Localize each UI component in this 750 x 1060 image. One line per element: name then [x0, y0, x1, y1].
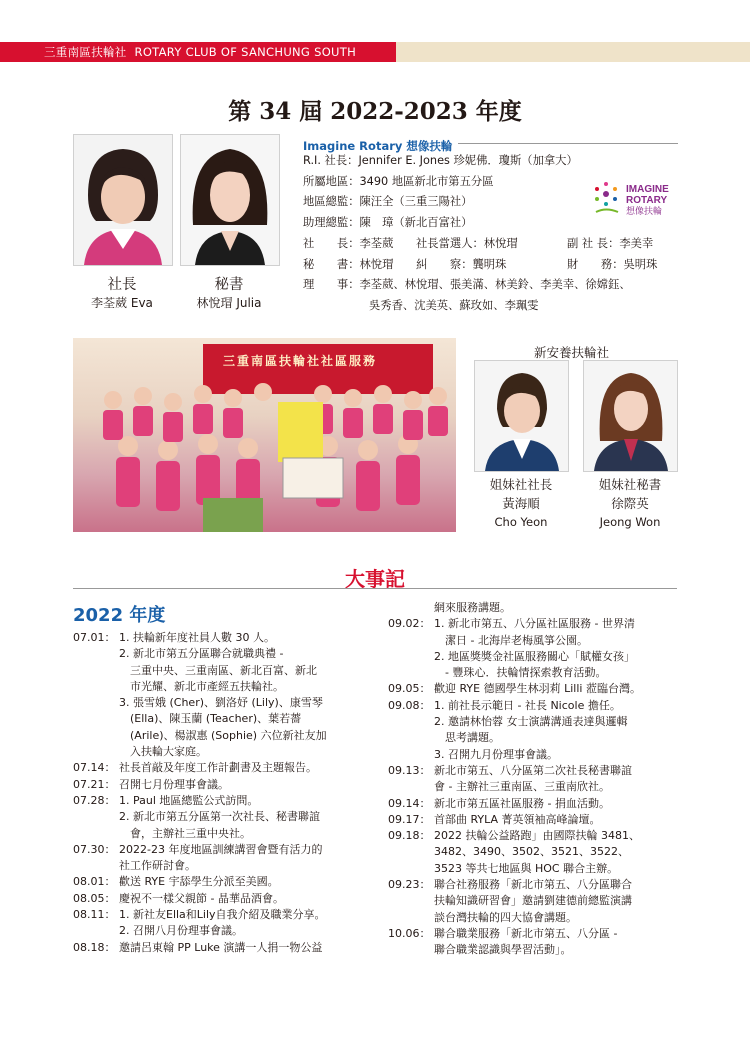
event-line: 慶祝不一樣父親節 - 晶華品酒會。	[119, 891, 284, 905]
event-line: 新北市第五、八分區第二次社長秘書聯誼	[434, 763, 632, 777]
event-date: 07.01：	[73, 631, 116, 644]
event-date: 09.13：	[388, 763, 431, 777]
events-right-column	[388, 600, 688, 959]
event-date: 07.28：	[73, 793, 116, 807]
role-secretary: 秘 書：林悅瑁	[303, 257, 394, 271]
event-line: 歡迎 RYE 德國學生林羽莉 Lilli 蒞臨台灣。	[434, 682, 641, 696]
event-item	[73, 907, 373, 940]
group-photo	[73, 338, 456, 532]
header-club-name	[44, 44, 356, 60]
event-text	[434, 763, 688, 796]
event-line: 3. 召開九月份理事會議。	[434, 747, 558, 761]
header-club-zh: 三重南區扶輪社	[44, 45, 127, 59]
event-date: 08.18：	[73, 940, 116, 954]
event-text	[434, 828, 688, 877]
event-line: (Arile)、楊淑惠 (Sophie) 六位新社友加	[119, 728, 327, 742]
event-line: 社工作研討會。	[119, 859, 196, 873]
event-item	[73, 777, 373, 793]
event-text	[119, 874, 373, 890]
event-line: 社長首敲及年度工作計劃書及主題報告。	[119, 761, 317, 775]
event-line: 3523 等共七地區與 HOC 聯合主辦。	[434, 861, 619, 875]
sister-secretary-role: 姐妹社秘書	[598, 477, 662, 492]
secretary-name: 林悅瑁 Julia	[196, 296, 262, 310]
event-text	[119, 842, 373, 875]
section-title: 大事記	[345, 567, 405, 591]
event-line: 1. 新社友Ella和Lily自我介紹及職業分享。	[119, 908, 326, 922]
event-line: 1. Paul 地區總監公式訪問。	[119, 793, 259, 807]
event-date: 10.06：	[388, 926, 431, 940]
president-name: 李荃葳 Eva	[91, 296, 153, 310]
imagine-heading-text: Imagine Rotary 想像扶輪	[303, 139, 458, 153]
sister-club-title: 新安養扶輪社	[534, 345, 610, 360]
event-line: - 豐珠心．扶輪情探索教育活動。	[434, 666, 607, 680]
event-line: 三重中央、三重南區、新北百富、新北	[119, 663, 317, 677]
event-line: 談台灣扶輪的四大協會講題。	[434, 910, 577, 924]
event-line: 邀請呂東翰 PP Luke 演講一人捐一物公益	[119, 940, 323, 954]
president-role: 社長	[107, 277, 137, 293]
event-item	[388, 877, 688, 926]
event-line: 扶輪知識研習會」邀請劉建德前總監演講	[434, 894, 632, 908]
sister-president-role: 姐妹社社長	[489, 477, 553, 492]
role-treasurer: 財 務：吳明珠	[567, 257, 658, 271]
year-title: 2022 年度	[73, 605, 166, 626]
event-text	[434, 796, 688, 812]
event-date: 09.17：	[388, 812, 431, 826]
event-item	[73, 842, 373, 875]
event-item	[73, 940, 373, 956]
ri-president: R.I. 社長：Jennifer E. Jones 珍妮佛．瓊斯（加拿大）	[303, 154, 578, 167]
logo-text-rotary: ROTARY	[626, 195, 668, 206]
imagine-rotary-logo	[590, 180, 690, 220]
assistant-governor: 助理總監：陳 璋（新北百富社）	[303, 215, 473, 229]
sister-secretary-en: Jeong Won	[599, 515, 661, 529]
event-text	[434, 812, 688, 828]
header-band	[0, 42, 750, 62]
event-date: 07.14：	[73, 761, 116, 775]
event-line: 1. 扶輪新年度社員人數 30 人。	[119, 631, 275, 644]
event-date: 08.11：	[73, 908, 116, 922]
event-item	[73, 630, 373, 760]
event-line: 首部曲 RYLA 菁英領袖高峰論壇。	[434, 812, 601, 826]
sister-president-name: 黃海順	[502, 496, 540, 511]
event-line: 市光耀、新北市產經五扶輪社。	[119, 679, 284, 693]
role-directors: 理 事：李荃葳、林悅瑁、張美滿、林美鈴、李美幸、徐嫦鈺、	[303, 278, 631, 291]
event-line: 2. 地區獎獎金社區服務關心「賦權女孩」	[434, 649, 635, 663]
events-left-column	[73, 630, 373, 956]
sister-secretary-photo	[583, 360, 678, 472]
event-line: 3482、3490、3502、3521、3522、	[434, 845, 629, 859]
event-line: 3. 張雪娥 (Cher)、劉洛妤 (Lily)、康雪琴	[119, 696, 323, 710]
sister-president-photo	[474, 360, 569, 472]
role-president-elect: 社長當選人：林悅瑁	[416, 237, 518, 250]
event-text	[434, 600, 688, 616]
role-sergeant: 糾 察：龔明珠	[416, 257, 507, 271]
event-line: 入扶輪大家庭。	[119, 745, 207, 759]
event-date: 09.02：	[388, 617, 431, 631]
event-date: 07.30：	[73, 842, 116, 856]
event-date: 08.05：	[73, 891, 116, 905]
event-text	[434, 681, 688, 697]
role-president: 社 長：李荃葳	[303, 237, 394, 250]
event-text	[119, 793, 373, 842]
group-people-illustration	[73, 338, 456, 532]
district-info	[303, 151, 578, 233]
event-line: 2. 召開八月份理事會議。	[119, 924, 243, 938]
event-text	[434, 698, 688, 763]
event-line: 1. 前社長示範日 - 社長 Nicole 擔任。	[434, 698, 621, 712]
event-line: 2022-23 年度地區訓練講習會暨有活力的	[119, 842, 323, 856]
event-date: 07.21：	[73, 777, 116, 791]
event-text	[119, 777, 373, 793]
event-item	[73, 874, 373, 890]
event-line: 2. 新北市第五分區聯合就職典禮 -	[119, 647, 284, 661]
event-line: 2. 新北市第五分區第一次社長、秘書聯誼	[119, 810, 320, 824]
event-item	[388, 763, 688, 796]
event-line: 思考講題。	[434, 731, 500, 745]
event-item	[388, 828, 688, 877]
event-line: 2022 扶輪公益路跑」由國際扶輪 3481、	[434, 829, 640, 843]
event-line: 聯合職業認識與學習活動」。	[434, 943, 572, 957]
event-item	[388, 698, 688, 763]
event-line: 聯合職業服務「新北市第五、八分區 -	[434, 926, 618, 940]
event-line: 網來服務講題。	[434, 601, 511, 614]
event-line: 新北市第五區社區服務 - 捐血活動。	[434, 796, 610, 810]
event-line: 會，主辦社三重中央社。	[119, 826, 251, 840]
event-text	[119, 760, 373, 776]
event-text	[434, 877, 688, 926]
event-text	[434, 616, 688, 681]
event-item	[388, 926, 688, 959]
logo-text-zh: 想像扶輪	[626, 207, 663, 217]
event-item	[73, 793, 373, 842]
role-directors-cont: 吳秀香、沈美英、蘇玫如、李珮雯	[369, 298, 539, 312]
imagine-heading	[303, 135, 678, 151]
role-vice-president: 副 社 長：李美幸	[567, 237, 654, 250]
event-date: 09.08：	[388, 698, 431, 712]
rotary-wheel-icon	[595, 182, 618, 212]
header-tan-bar	[396, 42, 750, 62]
event-line: 潔日 - 北海岸老梅風箏公園。	[434, 633, 588, 647]
event-text	[119, 907, 373, 940]
event-item	[388, 796, 688, 812]
event-line: 1. 新北市第五、八分區社區服務 - 世界清	[434, 617, 635, 631]
event-item	[388, 681, 688, 697]
event-line: 召開七月份理事會議。	[119, 777, 229, 791]
event-date: 09.05：	[388, 682, 431, 696]
page-title: 第 34 屆 2022-2023 年度	[228, 98, 522, 125]
event-line: 歡送 RYE 宇舔學生分派至美國。	[119, 875, 279, 889]
event-line: (Ella)、陳玉蘭 (Teacher)、葉若薔	[119, 712, 302, 726]
event-date: 09.14：	[388, 796, 431, 810]
event-line: 聯合社務服務「新北市第五、八分區聯合	[434, 878, 632, 892]
event-text	[119, 940, 373, 956]
logo-text-imagine: IMAGINE	[626, 184, 669, 195]
event-line: 2. 邀請林怡蓉 女士演講溝通表達與邏輯	[434, 715, 628, 729]
event-item	[388, 616, 688, 681]
event-date: 09.23：	[388, 878, 431, 892]
event-text	[119, 891, 373, 907]
event-item	[388, 812, 688, 828]
event-line: 會 - 主辦社三重南區、三重南欣社。	[434, 780, 610, 794]
event-date: 08.01：	[73, 875, 116, 889]
photo-banner-text: 三重南區扶輪社社區服務	[223, 354, 378, 368]
president-photo	[73, 134, 173, 266]
section-divider	[73, 588, 677, 589]
event-item	[73, 760, 373, 776]
sister-secretary-name: 徐際英	[611, 496, 649, 511]
event-item	[388, 600, 688, 616]
secretary-photo	[180, 134, 280, 266]
event-date: 09.18：	[388, 829, 431, 843]
event-item	[73, 891, 373, 907]
district-governor: 地區總監：陳汪全（三重三陽社）	[303, 195, 473, 208]
header-club-en: ROTARY CLUB OF SANCHUNG SOUTH	[134, 45, 357, 59]
district-area: 所屬地區：3490 地區新北市第五分區	[303, 174, 494, 188]
sister-president-en: Cho Yeon	[494, 515, 548, 529]
event-text	[119, 630, 373, 760]
secretary-role: 秘書	[214, 277, 244, 293]
event-text	[434, 926, 688, 959]
